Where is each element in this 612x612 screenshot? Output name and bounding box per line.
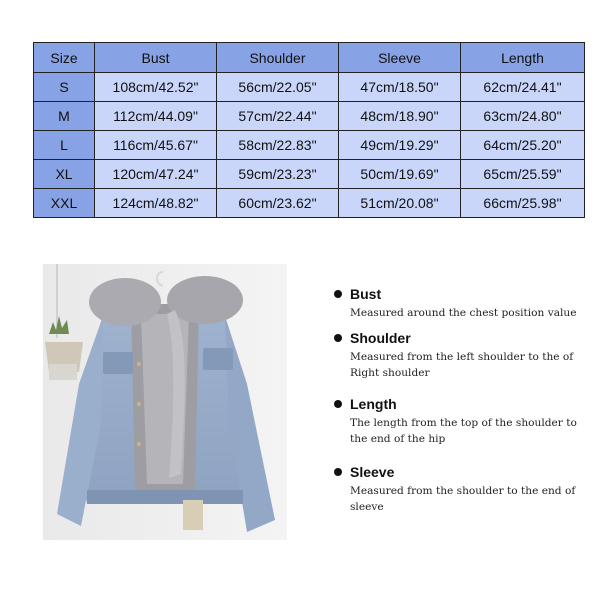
bullet-icon [334, 334, 342, 342]
size-label: XXL [34, 189, 95, 218]
sleeve-value: 51cm/20.08" [339, 189, 461, 218]
guide-description: Measured around the chest position value [350, 307, 577, 319]
length-value: 62cm/24.41" [461, 73, 585, 102]
size-chart-header-row [34, 43, 585, 73]
header-length: Length [461, 43, 585, 73]
bullet-icon [334, 400, 342, 408]
sleeve-value: 48cm/18.90" [339, 102, 461, 131]
bullet-icon [334, 290, 342, 298]
shoulder-value: 56cm/22.05" [217, 73, 339, 102]
bust-value: 108cm/42.52" [95, 73, 217, 102]
shoulder-value: 57cm/22.44" [217, 102, 339, 131]
shoulder-value: 59cm/23.23" [217, 160, 339, 189]
table-row [34, 102, 585, 131]
bullet-icon [334, 468, 342, 476]
length-value: 63cm/24.80" [461, 102, 585, 131]
guide-item-bust [334, 286, 594, 321]
header-sleeve: Sleeve [339, 43, 461, 73]
bust-value: 116cm/45.67" [95, 131, 217, 160]
guide-description: The length from the top of the shoulder to the end of the hip [350, 417, 577, 445]
size-chart-table [33, 42, 585, 218]
sleeve-value: 50cm/19.69" [339, 160, 461, 189]
size-label: XL [34, 160, 95, 189]
size-label: L [34, 131, 95, 160]
table-row [34, 189, 585, 218]
shoulder-value: 60cm/23.62" [217, 189, 339, 218]
guide-description: Measured from the shoulder to the end of sleeve [350, 485, 576, 513]
bust-value: 112cm/44.09" [95, 102, 217, 131]
bust-value: 120cm/47.24" [95, 160, 217, 189]
header-size: Size [34, 43, 95, 73]
sleeve-value: 49cm/19.29" [339, 131, 461, 160]
table-row [34, 73, 585, 102]
guide-title: Shoulder [350, 330, 411, 346]
guide-title: Sleeve [350, 464, 395, 480]
shoulder-value: 58cm/22.83" [217, 131, 339, 160]
bust-value: 124cm/48.82" [95, 189, 217, 218]
size-label: S [34, 73, 95, 102]
sleeve-value: 47cm/18.50" [339, 73, 461, 102]
guide-title: Length [350, 396, 397, 412]
table-row [34, 131, 585, 160]
header-bust: Bust [95, 43, 217, 73]
product-photo [43, 264, 287, 540]
guide-item-sleeve [334, 464, 594, 515]
guide-description: Measured from the left shoulder to the of Right shoulder [350, 351, 574, 379]
guide-item-length [334, 396, 594, 447]
guide-title: Bust [350, 286, 382, 302]
table-row [34, 160, 585, 189]
length-value: 66cm/25.98" [461, 189, 585, 218]
header-shoulder: Shoulder [217, 43, 339, 73]
length-value: 65cm/25.59" [461, 160, 585, 189]
guide-item-shoulder [334, 330, 594, 381]
size-label: M [34, 102, 95, 131]
length-value: 64cm/25.20" [461, 131, 585, 160]
